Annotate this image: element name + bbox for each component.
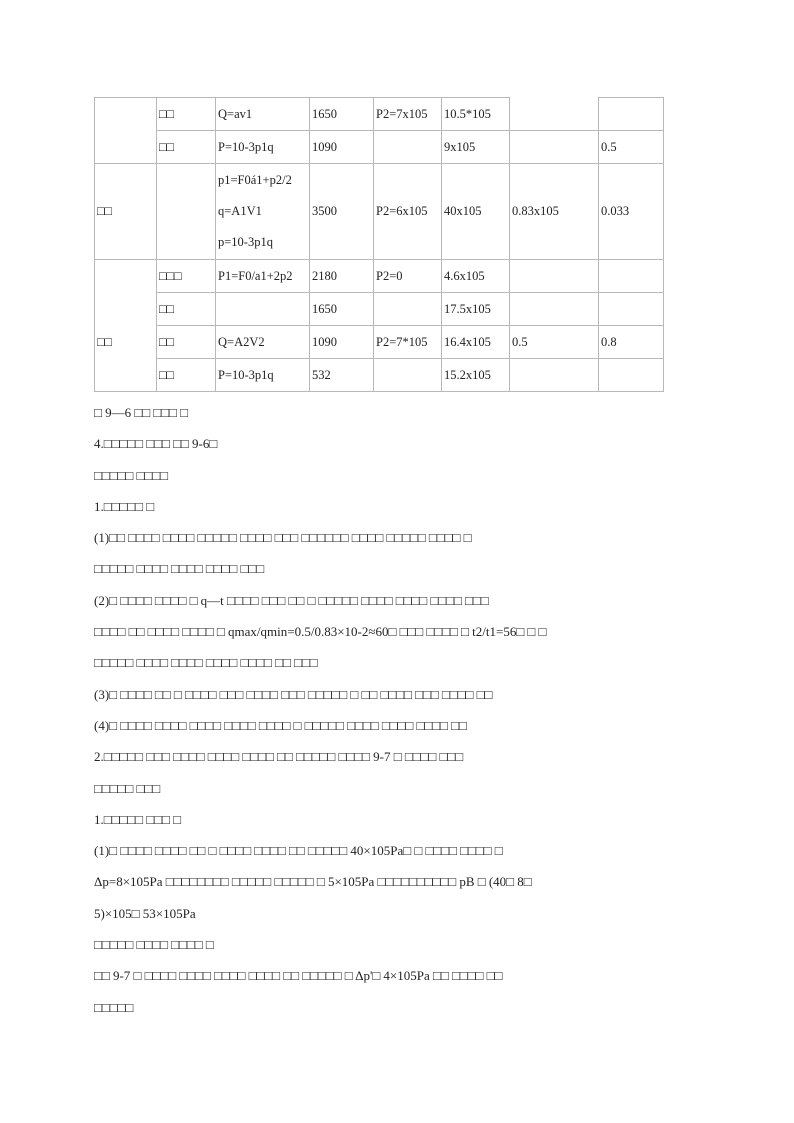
- table-cell: [95, 260, 157, 293]
- formula-line: q=A1V1: [218, 204, 262, 218]
- table-cell: 15.2x105: [442, 359, 510, 392]
- table-cell: Q=A2V2: [216, 326, 310, 359]
- table-cell: 1090: [310, 131, 374, 164]
- table-cell: [95, 98, 157, 131]
- paragraph: □□□□□: [94, 999, 134, 1015]
- table-row: [95, 131, 664, 164]
- table-cell: P=10-3p1q: [216, 131, 310, 164]
- data-table: [94, 97, 664, 392]
- paragraph: (3)□ □□□□ □□ □ □□□□ □□□ □□□□ □□□ □□□□□ □ □□ □□□□ □□□ □□□□ □□: [94, 686, 493, 702]
- paragraph: 5)×105□ 53×105Pa: [94, 905, 196, 921]
- table-cell: P2=7*105: [374, 326, 442, 359]
- table-cell: 1650: [310, 293, 374, 326]
- table-cell: P2=0: [374, 260, 442, 293]
- table-cell: 532: [310, 359, 374, 392]
- table-cell: 0.8: [599, 326, 664, 359]
- table-cell: [374, 293, 442, 326]
- table-row: [95, 326, 664, 359]
- table-cell: [95, 293, 157, 326]
- paragraph: 2.□□□□□ □□□ □□□□ □□□□ □□□□ □□ □□□□□ □□□□ 9-7 □ □□□□ □□□: [94, 749, 464, 765]
- table-cell: [216, 164, 310, 260]
- paragraph: 4.□□□□□ □□□ □□ 9-6□: [94, 436, 218, 452]
- table-cell: 0.83x105: [510, 164, 599, 260]
- paragraph: □□□□□ □□□□: [94, 467, 168, 483]
- table-cell: [510, 98, 599, 131]
- table-cell: 4.6x105: [442, 260, 510, 293]
- paragraph: □□□□□ □□□□ □□□□ □: [94, 937, 214, 953]
- table-cell: [510, 260, 599, 293]
- table-cell: [157, 164, 216, 260]
- table-cell: 1090: [310, 326, 374, 359]
- table-cell: [510, 293, 599, 326]
- formula-line: p=10-3p1q: [218, 235, 273, 249]
- table-row: [95, 359, 664, 392]
- table-row: [95, 293, 664, 326]
- table-cell: [95, 359, 157, 392]
- table-cell: [216, 293, 310, 326]
- table-row: [95, 98, 664, 131]
- paragraph: 1.□□□□□ □: [94, 498, 155, 514]
- table-row: [95, 164, 664, 260]
- table-cell: [374, 131, 442, 164]
- paragraph: □□□□□ □□□: [94, 780, 161, 796]
- table-cell: 0.033: [599, 164, 664, 260]
- table-cell: [95, 131, 157, 164]
- table-cell: [510, 359, 599, 392]
- paragraph: (4)□ □□□□ □□□□ □□□□ □□□□ □□□□ □ □□□□□ □□□□ □□□□ □□□□ □□: [94, 717, 467, 733]
- table-cell: □□: [95, 164, 157, 260]
- table-cell: 40x105: [442, 164, 510, 260]
- table-cell: □□: [157, 98, 216, 131]
- table-cell: [599, 359, 664, 392]
- table-cell: [599, 260, 664, 293]
- paragraph: Δp=8×105Pa □□□□□□□□ □□□□□ □□□□□ □ 5×105Pa □□□□□□□□□□ pB □ (40□ 8□: [94, 874, 532, 890]
- table-cell: □□: [157, 326, 216, 359]
- table-row: [95, 260, 664, 293]
- paragraph: 1.□□□□□ □□□ □: [94, 811, 181, 827]
- table-cell: P2=7x105: [374, 98, 442, 131]
- table-cell: 10.5*105: [442, 98, 510, 131]
- table-cell: [599, 98, 664, 131]
- table-cell: □□: [95, 326, 157, 359]
- table-cell: □□: [157, 359, 216, 392]
- paragraph: □□ 9-7 □ □□□□ □□□□ □□□□ □□□□ □□ □□□□□ □ Δp'□ 4×105Pa □□ □□□□ □□: [94, 968, 503, 984]
- paragraph: (2)□ □□□□ □□□□ □ q—t □□□□ □□□ □□ □ □□□□□ □□□□ □□□□ □□□□ □□□: [94, 592, 489, 608]
- table-cell: 0.5: [510, 326, 599, 359]
- paragraph: □□□□□ □□□□ □□□□ □□□□ □□□: [94, 561, 265, 577]
- table-cell: P1=F0/a1+2p2: [216, 260, 310, 293]
- paragraph: □□□□ □□ □□□□ □□□□ □ qmax/qmin=0.5/0.83×10-2≈60□ □□□ □□□□ □ t2/t1=56□ □ □: [94, 624, 547, 640]
- table-cell: [510, 131, 599, 164]
- table-cell: 16.4x105: [442, 326, 510, 359]
- table-cell: 1650: [310, 98, 374, 131]
- table-cell: 2180: [310, 260, 374, 293]
- caption: □ 9—6 □□ □□□ □: [94, 405, 188, 420]
- body-text: [94, 397, 704, 1023]
- table-cell: Q=av1: [216, 98, 310, 131]
- formula-line: p1=F0á1+p2/2: [218, 173, 292, 187]
- table-cell: □□: [157, 293, 216, 326]
- table-cell: [374, 359, 442, 392]
- paragraph: (1)□□ □□□□ □□□□ □□□□□ □□□□ □□□ □□□□□□ □□□□ □□□□□ □□□□ □: [94, 530, 472, 546]
- table-cell: 9x105: [442, 131, 510, 164]
- table-cell: □□□: [157, 260, 216, 293]
- paragraph: (1)□ □□□□ □□□□ □□ □ □□□□ □□□□ □□ □□□□□ 40×105Pa□ □ □□□□ □□□□ □: [94, 843, 503, 859]
- table-cell: 17.5x105: [442, 293, 510, 326]
- table-cell: [599, 293, 664, 326]
- table-cell: 3500: [310, 164, 374, 260]
- table-cell: □□: [157, 131, 216, 164]
- table-cell: P=10-3p1q: [216, 359, 310, 392]
- paragraph: □□□□□ □□□□ □□□□ □□□□ □□□□ □□ □□□: [94, 655, 318, 671]
- table-cell: 0.5: [599, 131, 664, 164]
- table-cell: P2=6x105: [374, 164, 442, 260]
